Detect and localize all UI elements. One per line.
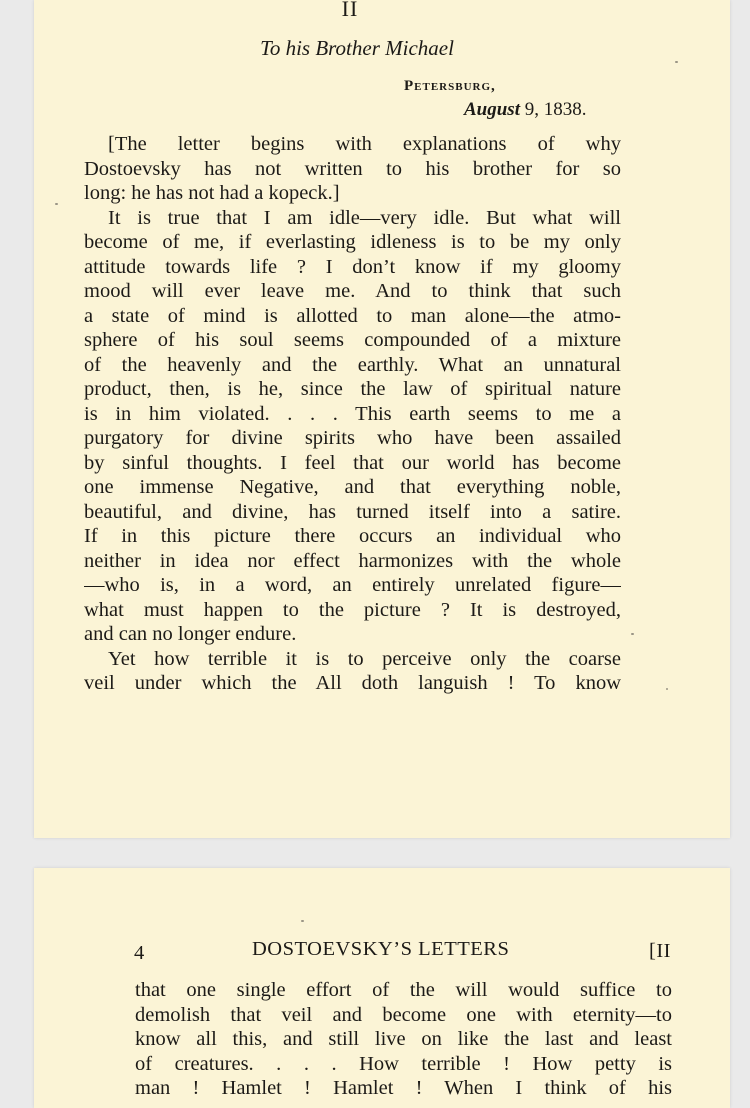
text-line: product, then, is he, since the law of spiritual nature xyxy=(84,378,621,400)
text-line: Dostoevsky has not written to his brother for so xyxy=(84,157,621,180)
text-line: It is true that I am idle—very idle. But what will xyxy=(108,206,621,229)
letter-title: To his Brother Michael xyxy=(260,36,454,60)
text-line: mood will ever leave me. And to think that such xyxy=(84,280,621,302)
text-line: of creatures. . . . How terrible ! How petty is xyxy=(135,1052,672,1075)
letter-body xyxy=(84,132,621,696)
page-one xyxy=(34,0,730,838)
text-line: is in him violated. . . . This earth seems to me a xyxy=(84,402,621,425)
text-line: veil under which the All doth languish ! To know xyxy=(84,672,621,694)
text-line: neither in idea nor effect harmonizes with the whole xyxy=(84,549,621,572)
text-line: [The letter begins with explanations of why xyxy=(108,133,621,155)
text-line: attitude towards life ? I don’t know if my gloomy xyxy=(84,255,621,278)
text-line: become of me, if everlasting idleness is to be my only xyxy=(84,231,621,253)
text-line: what must happen to the picture ? It is destroyed, xyxy=(84,598,621,621)
paper-speck xyxy=(675,61,678,63)
text-line: know all this, and still live on like the last and least xyxy=(135,1028,672,1050)
text-line: —who is, in a word, an entirely unrelated figure— xyxy=(84,574,621,596)
text-line: demolish that veil and become one with eternity—to xyxy=(135,1003,672,1026)
text-line: one immense Negative, and that everything noble, xyxy=(84,476,621,498)
paper-speck xyxy=(631,633,634,635)
text-line: purgatory for divine spirits who have been assailed xyxy=(84,427,621,449)
letter-date xyxy=(464,99,586,121)
text-line: sphere of his soul seems compounded of a mixture xyxy=(84,329,621,351)
text-line: man ! Hamlet ! Hamlet ! When I think of his xyxy=(135,1077,672,1099)
page-number: 4 xyxy=(134,942,145,964)
chapter-marker: [II xyxy=(649,940,671,962)
text-line: and can no longer endure. xyxy=(84,623,297,645)
running-title: DOSTOEVSKY’S LETTERS xyxy=(252,938,510,960)
text-line: a state of mind is allotted to man alone—the atmo- xyxy=(84,304,621,327)
paper-speck xyxy=(55,203,58,205)
text-line: Yet how terrible it is to perceive only the coarse xyxy=(108,647,621,670)
date-rest: 9, 1838. xyxy=(519,99,587,120)
text-line: of the heavenly and the earthly. What an unnatural xyxy=(84,353,621,376)
text-line: beautiful, and divine, has turned itself into a satire. xyxy=(84,500,621,523)
letter-place: Petersburg, xyxy=(404,78,496,94)
date-month: August xyxy=(464,99,520,120)
text-line: If in this picture there occurs an individual who xyxy=(84,525,621,547)
paper-speck xyxy=(301,920,304,922)
text-line: that one single effort of the will would suffice to xyxy=(135,979,672,1001)
page-two xyxy=(34,868,730,1108)
text-line: by sinful thoughts. I feel that our world has become xyxy=(84,451,621,474)
letter-number: II xyxy=(341,0,359,21)
paper-speck xyxy=(666,688,668,690)
letter-body-continued xyxy=(135,978,672,1101)
text-line: long: he has not had a kopeck.] xyxy=(84,182,340,204)
